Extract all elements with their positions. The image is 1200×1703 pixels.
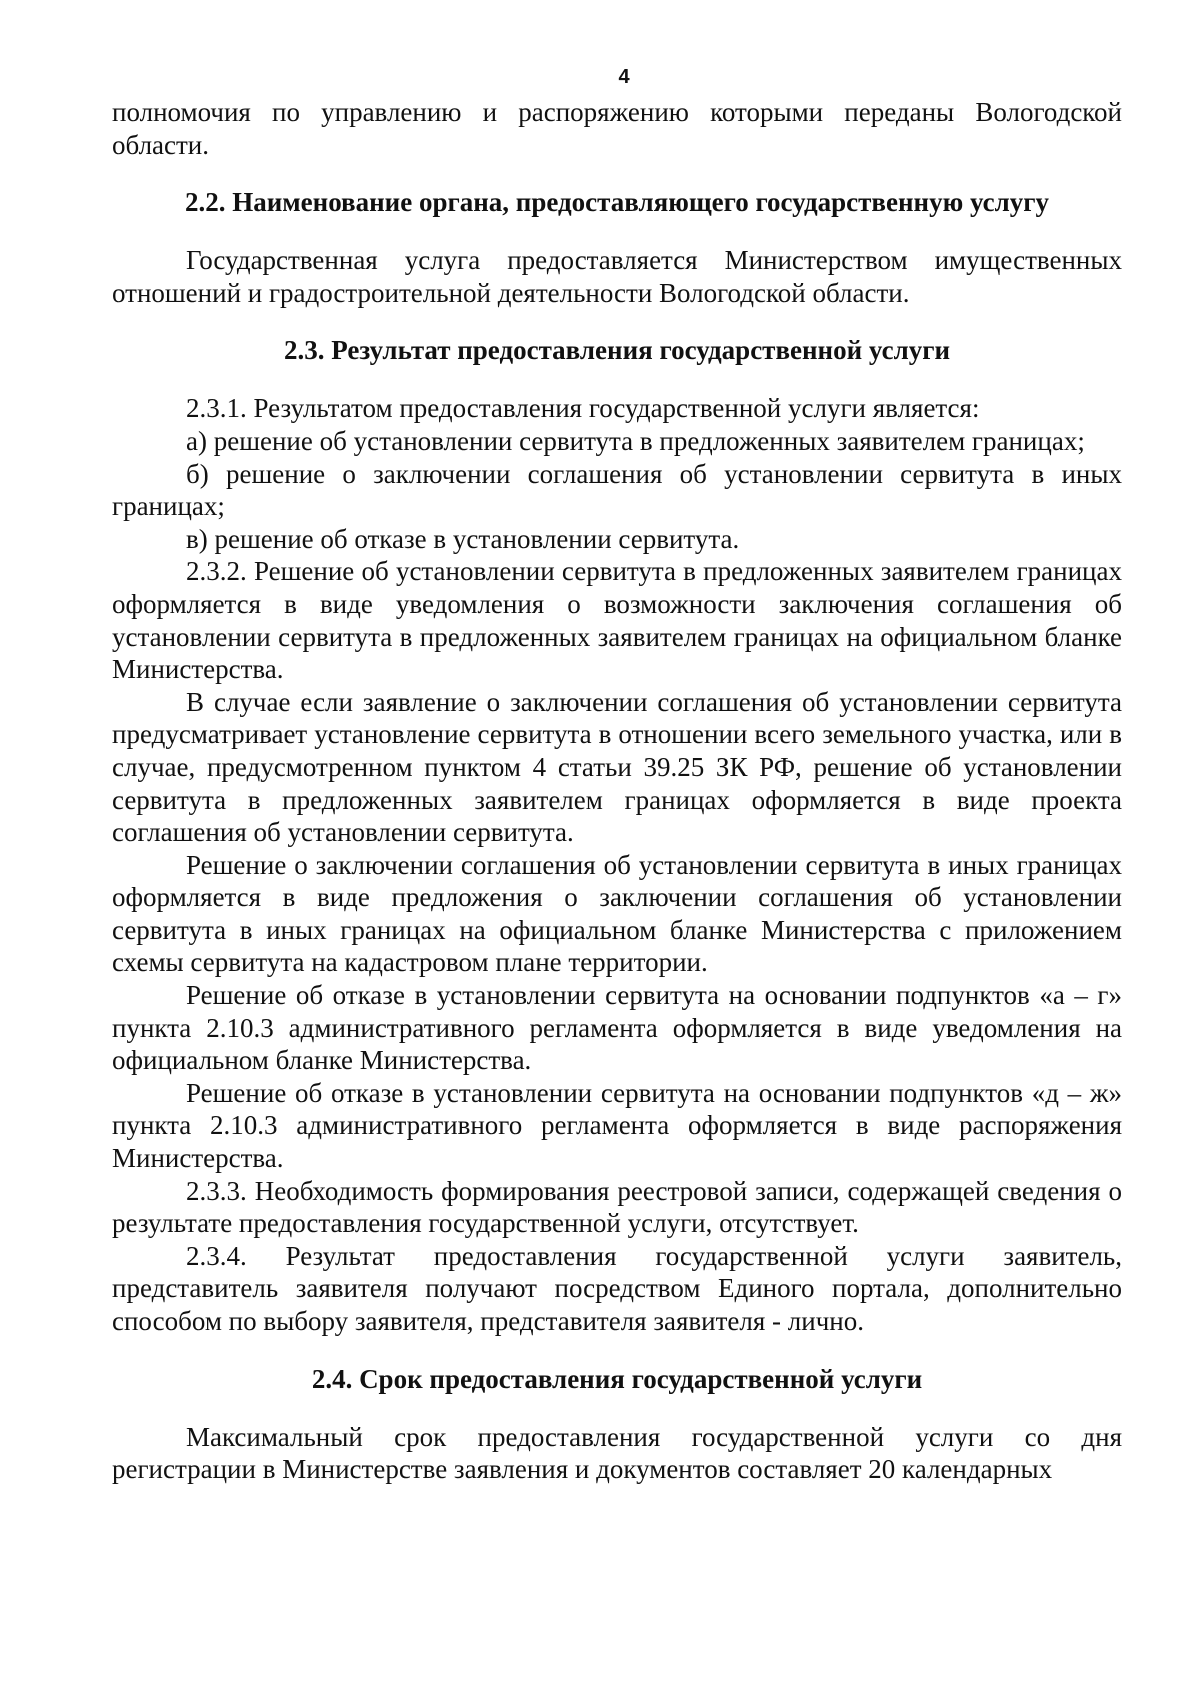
list-item-b: б) решение о заключении соглашения об установлении сервитута в иных границах;	[112, 458, 1122, 522]
section-2-4-text: Максимальный срок предоставления государственной услуги со дня регистрации в Министерстве заявления и документов составляет 20 календарных	[112, 1421, 1122, 1485]
paragraph-whole-plot-case: В случае если заявление о заключении соглашения об установлении сервитута предусматривает установление сервитута в отношении всего земельного участка, или в случае, предусмотренном пунктом 4 статьи 39.25 ЗК РФ, решение об установлении сервитута в предложенных заявителем границах оформляется в виде проекта соглашения об установлении сервитута.	[112, 686, 1122, 848]
section-2-2-heading: 2.2. Наименование органа, предоставляющего государственную услугу	[184, 187, 1050, 218]
section-2-3-heading: 2.3. Результат предоставления государственной услуги	[283, 335, 951, 366]
section-2-2-text: Государственная услуга предоставляется Министерством имущественных отношений и градостроительной деятельности Вологодской области.	[112, 245, 1122, 308]
paragraph-2-3-4: 2.3.4. Результат предоставления государственной услуги заявитель, представитель заявителя получают посредством Единого портала, дополнительно способом по выбору заявителя, представителя заявителя - лично.	[112, 1240, 1122, 1336]
list-item-v: в) решение об отказе в установлении сервитута.	[186, 523, 740, 554]
section-2-4-heading: 2.4. Срок предоставления государственной услуги	[311, 1363, 923, 1394]
list-item-a: а) решение об установлении сервитута в предложенных заявителем границах;	[186, 425, 1085, 456]
paragraph-other-borders: Решение о заключении соглашения об установлении сервитута в иных границах оформляется в виде предложения о заключении соглашения об установлении сервитута в иных границах на официальном бланке Министерства с приложением схемы сервитута на кадастровом плане территории.	[112, 849, 1122, 978]
paragraph-refusal-d-zh: Решение об отказе в установлении сервитута на основании подпунктов «д – ж» пункта 2.10.3 административного регламента оформляется в виде распоряжения Министерства.	[112, 1077, 1122, 1174]
paragraph-2-3-3: 2.3.3. Необходимость формирования реестровой записи, содержащей сведения о результате предоставления государственной услуги, отсутствует.	[112, 1175, 1122, 1239]
paragraph-2-3-1: 2.3.1. Результатом предоставления государственной услуги является:	[186, 393, 980, 424]
page-number: 4	[618, 66, 630, 88]
paragraph-refusal-a-g: Решение об отказе в установлении сервитута на основании подпунктов «а – г» пункта 2.10.3 административного регламента оформляется в виде уведомления на официальном бланке Министерства.	[112, 980, 1122, 1076]
intro-paragraph: полномочия по управлению и распоряжению которыми переданы Вологодской области.	[112, 97, 1122, 160]
paragraph-2-3-2: 2.3.2. Решение об установлении сервитута в предложенных заявителем границах оформляется в виде уведомления о возможности заключения соглашения об установлении сервитута в предложенных заявителем границах на официальном бланке Министерства.	[112, 556, 1122, 685]
